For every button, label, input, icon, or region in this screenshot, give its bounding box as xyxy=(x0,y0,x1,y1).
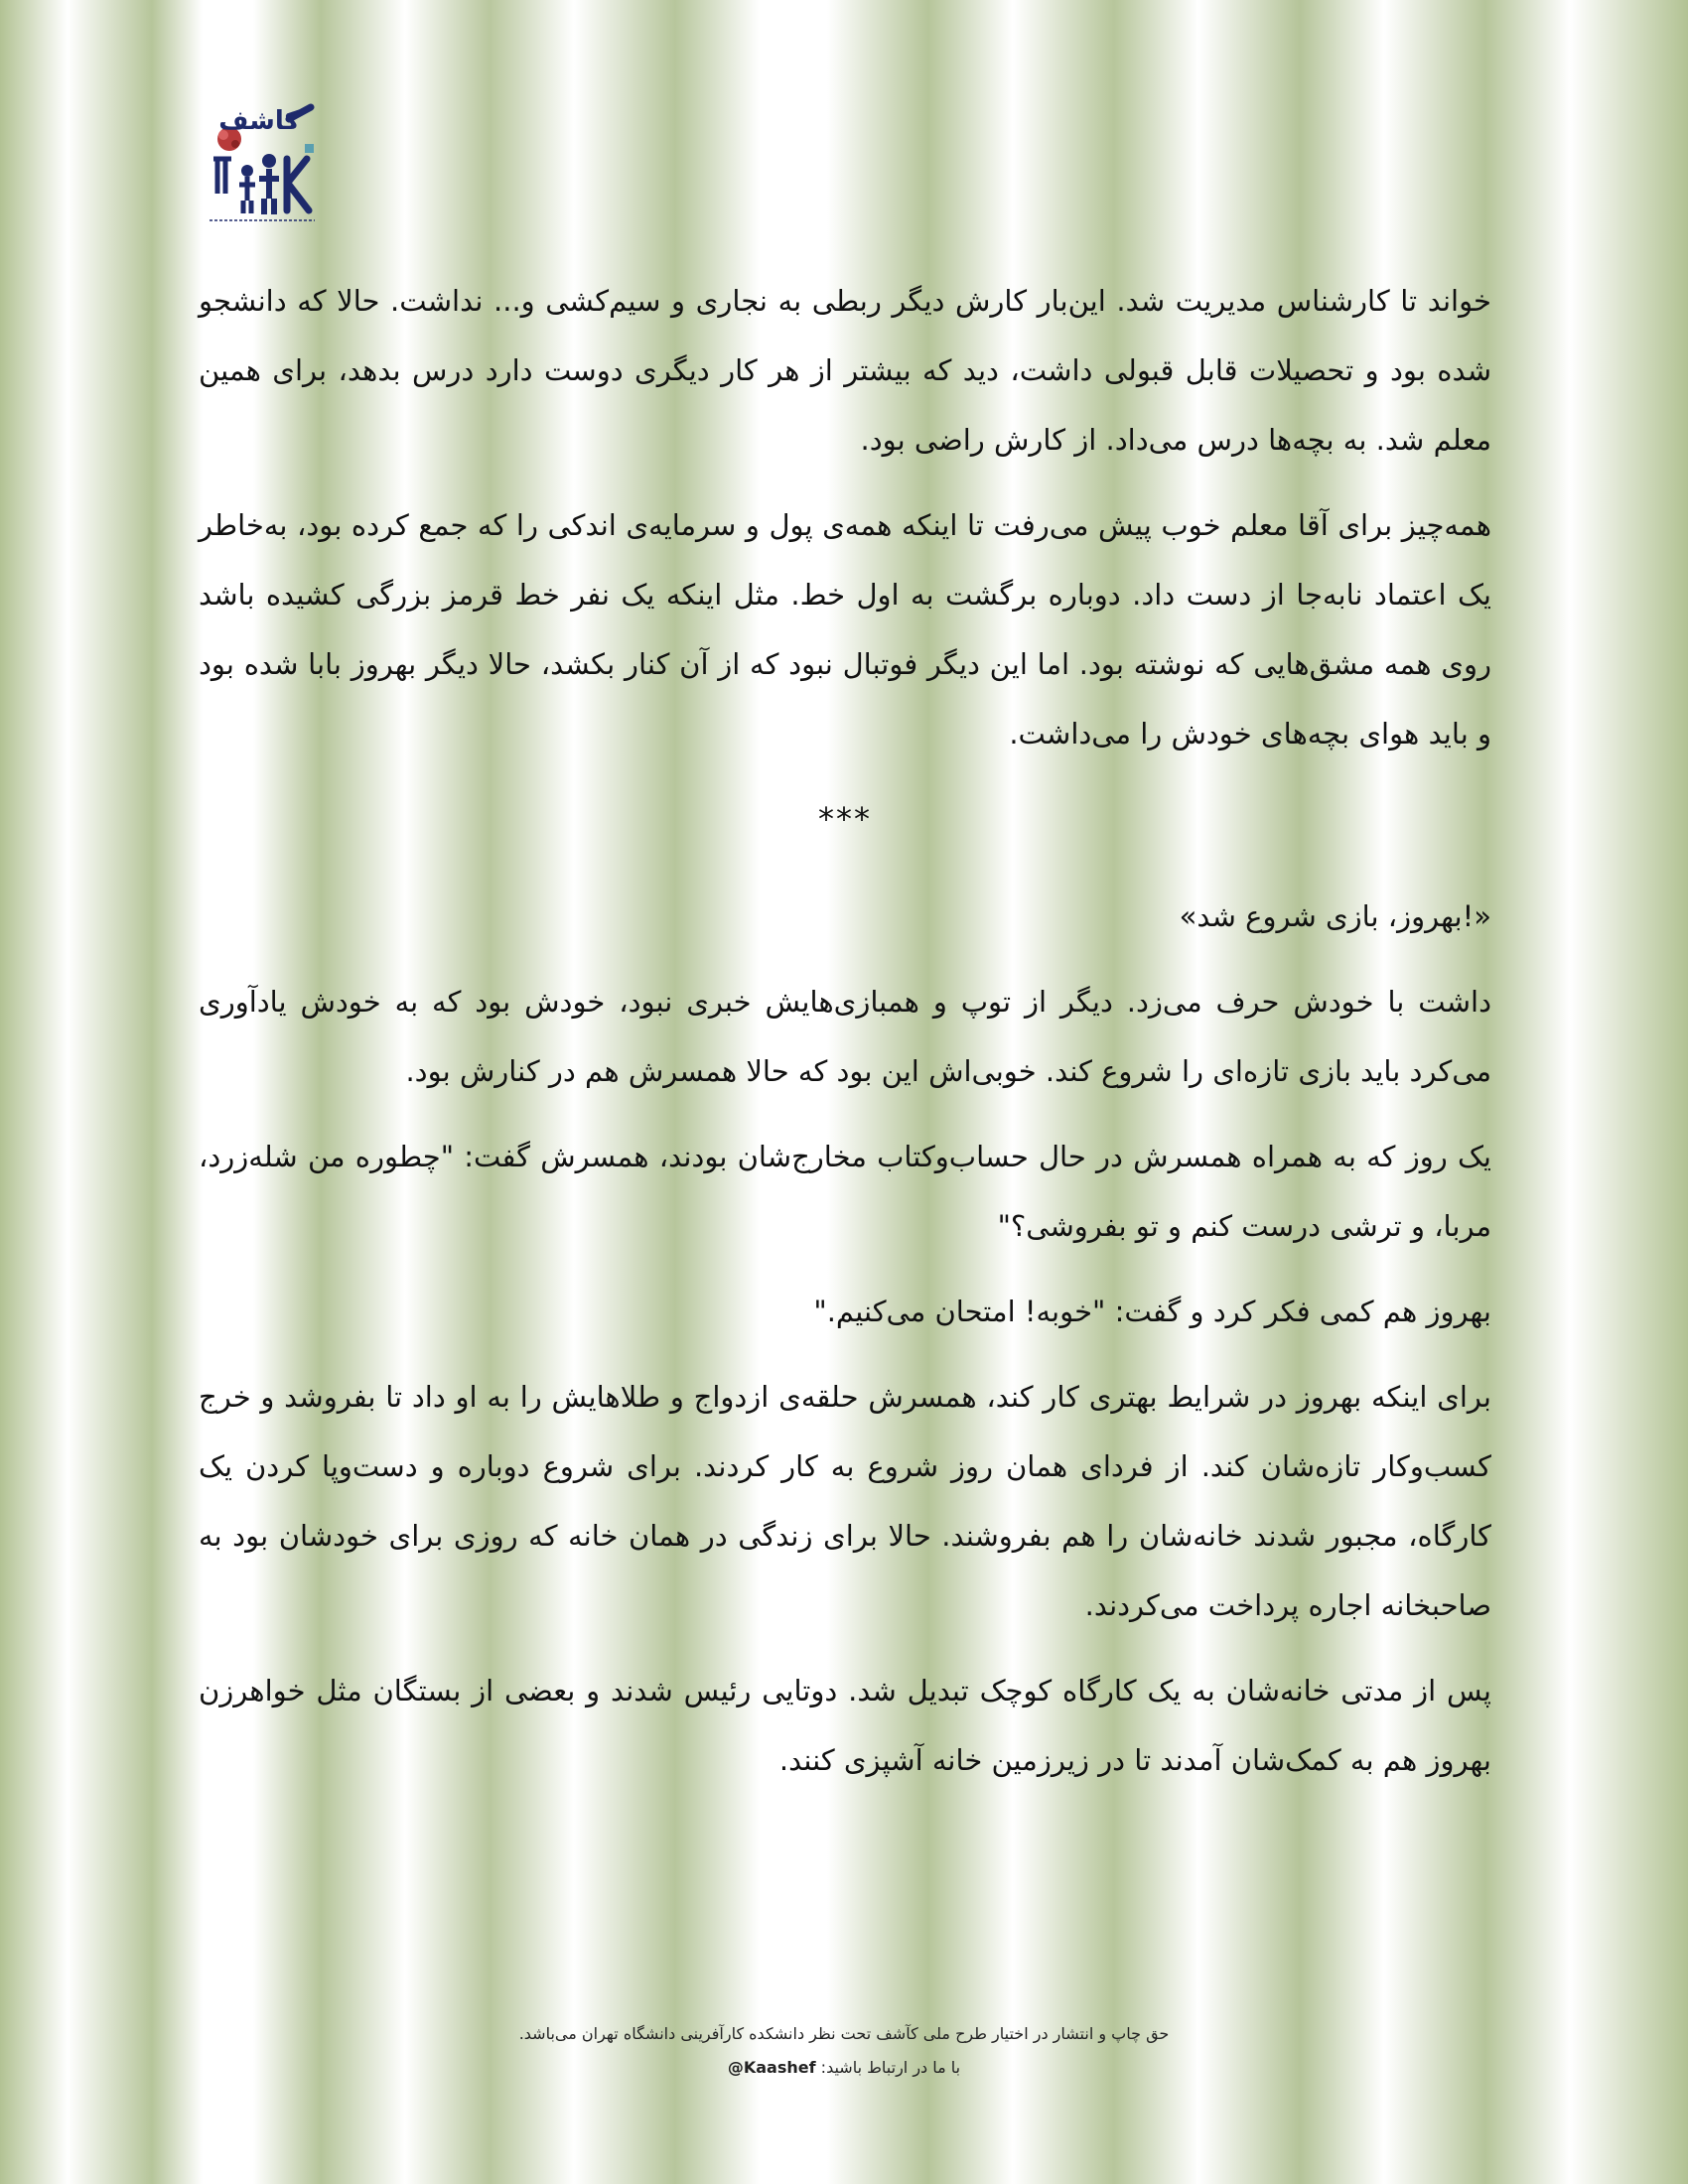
copyright-notice: حق چاپ و انتشار در اختیار طرح ملی کآشف تحت نظر دانشکده کارآفرینی دانشگاه تهران می‌باشد. xyxy=(518,2024,1170,2043)
kaashef-logo xyxy=(204,99,323,228)
contact-label: با ما در ارتباط باشید: xyxy=(820,2058,961,2077)
paragraph: داشت با خودش حرف می‌زد. دیگر از توپ و همبازی‌هایش خبری نبود، خودش بود که به خودش یادآوری می‌کرد باید بازی تازه‌ای را شروع کند. خوبی‌اش این بود که حالا همسرش هم در کنارش بود. xyxy=(199,985,1491,1088)
paragraph: برای اینکه بهروز در شرایط بهتری کار کند، همسرش حلقه‌ی ازدواج و طلاهایش را به او داد تا بفروشد و خرج کسب‌وکار تازه‌شان کند. از فردای همان روز شروع به کار کردند. برای شروع دوباره و دست‌وپا کردن یک کارگاه، مجبور شدند خانه‌شان را هم بفروشند. حالا برای زندگی در همان خانه که روزی برای خودشان بود به صاحبخانه اجاره پرداخت می‌کردند. xyxy=(199,1380,1491,1622)
paragraph: پس از مدتی خانه‌شان به یک کارگاه کوچک تبدیل شد. دوتایی رئیس شدند و بعضی از بستگان مثل خواهرزن بهروز هم به کمک‌شان آمدند تا در زیرزمین خانه آشپزی کنند. xyxy=(199,1674,1491,1777)
logo-text: کاشف xyxy=(218,106,300,136)
paragraph: همه‌چیز برای آقا معلم خوب پیش می‌رفت تا اینکه همه‌ی پول و سرمایه‌ی اندکی را که جمع کرده بود، به‌خاطر یک اعتماد نابه‌جا از دست داد. دوباره برگشت به اول خط. مثل اینکه یک نفر خط قرمز بزرگی کشیده باشد روی همه مشق‌هایی که نوشته بود. اما این دیگر فوتبال نبود که از آن کنار بکشد، حالا دیگر بهروز بابا شده بود و باید هوای بچه‌های خودش را می‌داشت. xyxy=(199,508,1491,751)
social-handle[interactable]: @Kaashef xyxy=(727,2058,816,2077)
section-separator: *** xyxy=(818,800,872,838)
contact-line xyxy=(0,2051,1688,2085)
paragraph: بهروز هم کمی فکر کرد و گفت: "خوبه! امتحان می‌کنیم." xyxy=(813,1295,1491,1328)
paragraph: یک روز که به همراه همسرش در حال حساب‌وکتاب مخارج‌شان بودند، همسرش گفت: "چطوره من شله‌زرد، مربا، و ترشی درست کنم و تو بفروشی؟" xyxy=(199,1140,1491,1243)
paragraph: خواند تا کارشناس مدیریت شد. این‌بار کارش دیگر ربطی به نجاری و سیم‌کشی و... نداشت. حالا که دانشجو شده بود و تحصیلات قابل قبولی داشت، دید که بیشتر از هر کار دیگری دوست دارد درس بدهد، برای همین معلم شد. به بچه‌ها درس می‌داد. از کارش راضی بود. xyxy=(199,284,1491,457)
quote-heading: «!بهروز، بازی شروع شد» xyxy=(1179,899,1491,933)
page-footer xyxy=(0,2017,1688,2085)
document-body xyxy=(199,266,1491,1811)
